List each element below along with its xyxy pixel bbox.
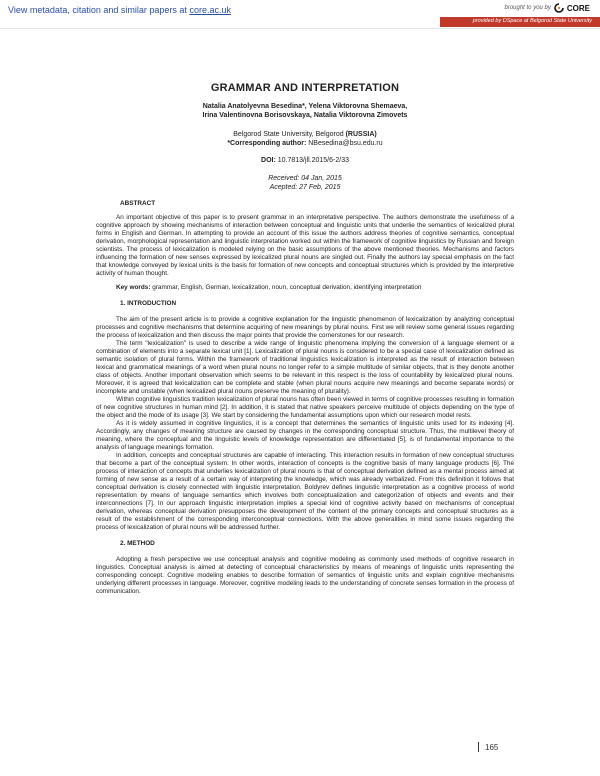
intro-paragraph-3: Within cognitive linguistics tradition lexicalization of plural nouns has often been viewed in terms of cognitive processes resulting in formation of new cognitive structures in human mind [2]. In addition, it is stated that native speakers perceive multitude of objects depending on the type of the object and the mode of its usage [3]. We start by considering the fundamental assumptions upon which our research model rests. bbox=[96, 396, 514, 419]
core-logo-icon bbox=[554, 3, 564, 13]
received-date: Received: 04 Jan, 2015 bbox=[268, 175, 342, 182]
keywords bbox=[96, 284, 514, 292]
core-logo-text: CORE bbox=[566, 3, 590, 13]
intro-paragraph-5: In addition, concepts and conceptual structures are capable of interacting. This interaction results in formation of new conceptual structures that become a part of the conceptual system. In other words, interaction of concepts is the cognitive basis of many language products [6]. The process of interaction of concepts that underlies lexicalization of plural nouns is that of conceptual derivation defined as a mental process aimed at forming of new sense as a result of a certain way of interpreting the knowledge, which was already verbalized. From this definition it follows that conceptual derivation is closely connected with linguistic interpretation. Boldyrev defines linguistic interpretation as a cognitive process of world representation by means of language semantics which involves both conceptualization and categorization of objects and events and their interconnections [7]. In our approach linguistic interpretation implies a special kind of cognitive activity based on mechanisms of conceptual derivation, whereas conceptual derivation presupposes the development of the content of the primary concepts and conceptual structures as a result of the establishment of the corresponding interconceptual connections. With the above generalities in mind some issues regarding the process of lexicalization of plural nouns will be addressed further. bbox=[96, 452, 514, 531]
page-number-divider bbox=[478, 742, 479, 752]
authors bbox=[96, 102, 514, 120]
provider-text: provided by DSpace at Belgorod State University bbox=[472, 18, 592, 24]
section-1-heading: 1. INTRODUCTION bbox=[120, 300, 177, 307]
metadata-link-text: View metadata, citation and similar papers at bbox=[8, 5, 190, 15]
doi-label: DOI: bbox=[261, 157, 278, 164]
paper-page bbox=[96, 70, 514, 596]
abstract-heading: ABSTRACT bbox=[120, 200, 156, 207]
metadata-link[interactable] bbox=[8, 5, 231, 15]
authors-line-2: Irina Valentinovna Borisovskaya, Natalia Viktorovna Zimovets bbox=[202, 112, 408, 119]
brought-by-core[interactable] bbox=[505, 3, 591, 13]
affiliation-block bbox=[96, 130, 514, 148]
method-paragraph-1: Adopting a fresh perspective we use conceptual analysis and cognitive modeling as commonly used methods of cognitive research in linguistics. Conceptual analysis is aimed at detecting of conceptual characteristics by means of meanings of linguistic units representing the corresponding concept. Cognitive modeling enables to describe formation of semantics of linguistic units and explain cognitive mechanisms underlying different processes in language. Moreover, cognitive modeling leads to the understanding of concrete senses formation in the process of communication. bbox=[96, 556, 514, 595]
brought-by-text: brought to you by bbox=[504, 5, 551, 11]
core-domain-link[interactable]: core.ac.uk bbox=[189, 5, 231, 15]
keywords-text: grammar, English, German, lexicalization, noun, conceptual derivation, identifying interpretation bbox=[150, 284, 422, 291]
core-header-bar bbox=[0, 0, 600, 29]
intro-paragraph-2: The term "lexicalization" is used to describe a wide range of linguistic phenomena implying the conversion of a language element or a combination of elements into a separate lexical unit [1]. Lexicalization of plural nouns is considered to be a special case of lexicalization defined as semantic isolation of plural forms. Within the framework of traditional linguistics lexicalization is interpreted as the result of interaction between lexical and grammatical meanings of a word when plural nouns no longer refer to a simple multitude of similar objects, that is they denote another class of objects. Another important observation which seems to be relevant in this respect is the loss of countability by lexicalized plural nouns. Moreover, it is agreed that lexicalization can be complete and stable (when plural nouns acquire new meanings and become separate words) or incomplete and unstable (when lexicalized plural nouns preserve the meaning of plurality). bbox=[96, 340, 514, 395]
abstract-text: An important objective of this paper is to present grammar in an interpretative perspective. The authors demonstrate the usefulness of a cognitive approach by showing mechanisms of interaction between conceptual and linguistic units that underlie the semantics of lexicalized plural forms in English and German. In attempting to provide an account of this issue the authors address theories of cognitive semantics, conceptual derivation, morphological representation and linguistic interpretation worked out within the framework of cognitive linguistics by Russian and foreign scientists. The process of lexicalization is modeled relying on the basic assumptions of the above mentioned theories. Mechanisms and factors influencing the formation of new senses expressed by lexicalized plural nouns are singled out. Finally the authors lay special emphasis on the fact that knowledge conveyed by lexical units is the basis for formation of new concepts and conceptual structures which is provided by the interpretive activity of human thought. bbox=[96, 214, 514, 277]
section-2-heading: 2. METHOD bbox=[120, 540, 155, 547]
provider-banner bbox=[440, 17, 600, 27]
authors-line-1: Natalia Anatolyevna Besedina*, Yelena Viktorovna Shemaeva, bbox=[202, 103, 408, 110]
page-number-block bbox=[478, 742, 498, 752]
intro-paragraph-1: The aim of the present article is to provide a cognitive explanation for the linguistic phenomenon of lexicalization by analyzing conceptual processes and cognitive mechanisms that determine acquiring of new meanings by plural nouns. First we will review some general issues regarding the process of lexicalization and then discuss the major points that provide the cornerstones for our research. bbox=[96, 316, 514, 339]
page-number: 165 bbox=[485, 742, 499, 752]
accepted-date: Acepted: 27 Feb, 2015 bbox=[269, 184, 341, 191]
corr-label: *Corresponding author: bbox=[227, 140, 309, 147]
doi-value[interactable]: 10.7813/jll.2015/6-2/33 bbox=[277, 157, 349, 164]
affiliation bbox=[96, 130, 514, 139]
affiliation-text: Belgorod State University, Belgorod bbox=[233, 131, 346, 138]
intro-paragraph-4: As it is widely assumed in cognitive linguistics, it is a concept that determines the semantics of linguistic units used for its indexing [4]. Accordingly, any changes of meaning structure are caused by changes in the corresponding conceptual structure. Thus, the multilevel theory of meaning, where the conceptual and the linguistic levels of knowledge representation are differentiated [5], is of fundamental importance to the analysis of language meanings formation. bbox=[96, 420, 514, 451]
doi-line bbox=[96, 157, 514, 165]
country: (RUSSIA) bbox=[345, 131, 377, 138]
keywords-label: Key words: bbox=[116, 284, 151, 291]
paper-title: GRAMMAR AND INTERPRETATION bbox=[210, 82, 400, 94]
corr-email[interactable]: NBesedina@bsu.edu.ru bbox=[308, 140, 383, 147]
dates-block bbox=[96, 174, 514, 192]
corresponding-author bbox=[96, 139, 514, 148]
